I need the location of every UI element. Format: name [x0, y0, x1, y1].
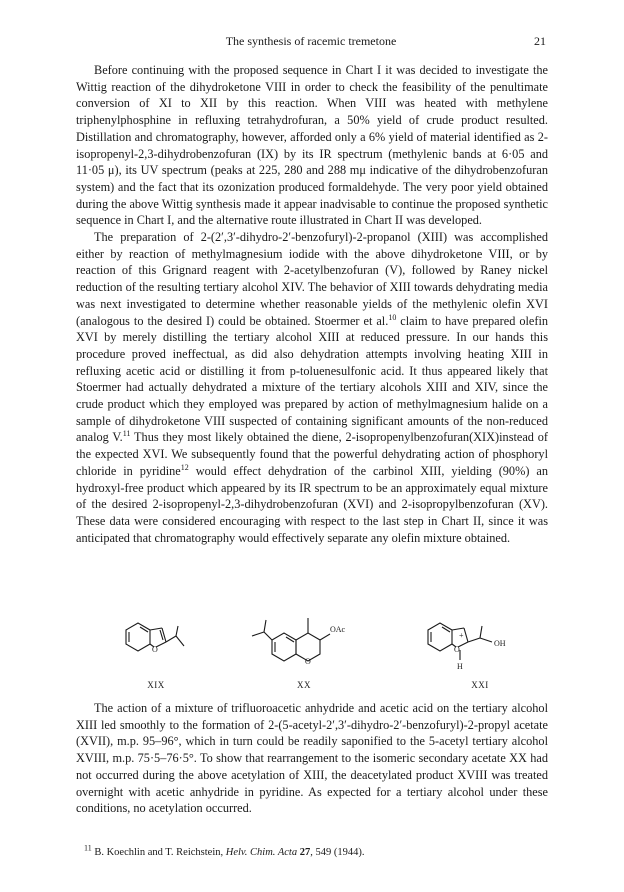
paragraph-2-part-d: would effect dehydration of the carbinol XIII, yielding (90%) an hydroxyl-free product which appeared by its IR spectrum to be an approximately equal mixture of the desired 2-isopropenyl-2,3-dihydrobenzofuran (XVI) and 2-isopropylbenzofuran (XV). These data were considered encouraging with respect to the last step in Chart II, since it was anticipated that chromatography would effectively separate any olefin mixture obtained.: [76, 463, 548, 545]
structure-xxi-drawing: [416, 616, 536, 678]
structure-xx-oac: OAc: [330, 625, 346, 634]
structure-xix-drawing: [116, 616, 216, 672]
footnote-rest: , 549 (1944).: [310, 847, 365, 858]
structure-xx-o: O: [305, 657, 311, 666]
structure-xxi-oh: OH: [494, 639, 506, 648]
footnote-number: 11: [84, 843, 92, 853]
paragraph-1: Before continuing with the proposed sequence in Chart I it was decided to investigate the Wittig reaction of the dihydroketone VIII in order to check the feasibility of the penultimate conversion of XI to XII by this reaction. When VIII was heated with methylene triphenylphosphine in refluxing tetrahydrofuran, a 50% yield of crude product resulted. Distillation and chromatography, however, afforded only a 6% yield of material identified as 2-isopropenyl-2,3-dihydrobenzofuran (IX) by its IR spectrum (methylenic bands at 6·05 and 11·05 μ), its UV spectrum (peaks at 225, 280 and 288 mμ indicative of the dihydrobenzofuran system) and the fact that its ozonization produced formaldehyde. The very poor yield obtained during the above Wittig synthesis made it appear inadvisable to continue the proposed synthetic sequence in Chart I, and the alternative route illustrated in Chart II was developed.: [76, 63, 548, 228]
structure-xx-label: XX: [297, 680, 311, 690]
structure-xix: [116, 616, 216, 690]
page-number: 21: [534, 34, 546, 48]
paragraph-2-part-b: claim to have prepared olefin XVI by merely distilling the tertiary alcohol XIII at reduced pressure. In our hands this procedure proved ineffectual, as did also dehydration attempts involving heating XIII in refluxing acetic acid or distilling it from p-toluenesulfonic acid. It thus appeared likely that Stoermer had actually dehydrated a mixture of the tertiary alcohols XIII and XIV, since the crude product which they employed was prepared by action of methylmagnesium halide on a sample of dihydroketone VIII suspected of containing significant amounts of the non-reduced analog V.: [76, 313, 549, 445]
footnote-ref-12: 12: [180, 462, 189, 472]
structure-xxi: [416, 616, 536, 690]
structure-xxi-h: H: [457, 662, 463, 671]
paragraph-2-part-a: The preparation of 2-(2′,3′-dihydro-2′-benzofuryl)-2-propanol (XIII) was accomplished either by reaction of methylmagnesium iodide with the above dihydroketone VIII, or by reaction of this Grignard reagent with 2-acetylbenzofuran (V), followed by Raney nickel reduction of the resulting tertiary alcohol XIV. The behavior of XIII towards dehydrating media was next investigated to determine whether reasonable yields of the methylenic olefin XVI (analogous to the desired I) could be obtained. Stoermer et al.: [76, 230, 548, 328]
main-text: [76, 62, 548, 546]
running-header: [76, 34, 546, 50]
structure-xix-label: XIX: [147, 680, 165, 690]
paragraph-3: The action of a mixture of trifluoroacetic anhydride and acetic acid on the tertiary alcohol XIII led smoothly to the formation of 2-(5-acetyl-2′,3′-dihydro-2′-benzofuryl)-2-propyl acetate (XVII), m.p. 95–96°, which in turn could be readily saponified to the 5-acetyl tertiary alcohol XVIII, m.p. 75·5–76·5°. To show that rearrangement to the isomeric secondary acetate XX had not occurred during the above acetylation of XIII, the deacetylated product XVIII was treated overnight with acetic anhydride in pyridine. As expected for a tertiary alcohol under these conditions, no acetylation occurred.: [76, 701, 548, 816]
footnote-ref-11: 11: [122, 429, 131, 439]
running-title: The synthesis of racemic tremetone: [225, 34, 397, 48]
paragraph-2-part-c: Thus they most likely obtained the diene, 2-isopropenylbenzofuran(XIX)instead of the expected XVI. We subsequently found that the powerful dehydrating action of phosphoryl chloride in pyridine: [76, 430, 549, 478]
paragraph-2: [76, 229, 548, 546]
footnote-authors: B. Koechlin and T. Reichstein,: [91, 847, 226, 858]
structure-xxi-charge: +: [459, 631, 464, 640]
structure-xx: [244, 606, 364, 690]
main-text-continued: [76, 700, 548, 817]
chemical-structures: [76, 612, 548, 692]
footnote-volume: 27: [297, 847, 311, 858]
footnote-ref-10: 10: [388, 312, 397, 322]
structure-xxi-label: XXI: [471, 680, 489, 690]
structure-xxi-o: O: [454, 645, 460, 654]
structure-xix-o: O: [152, 645, 158, 654]
footnote-journal: Helv. Chim. Acta: [225, 847, 298, 858]
structure-xx-drawing: [244, 606, 364, 672]
footnote-11: [84, 843, 548, 860]
